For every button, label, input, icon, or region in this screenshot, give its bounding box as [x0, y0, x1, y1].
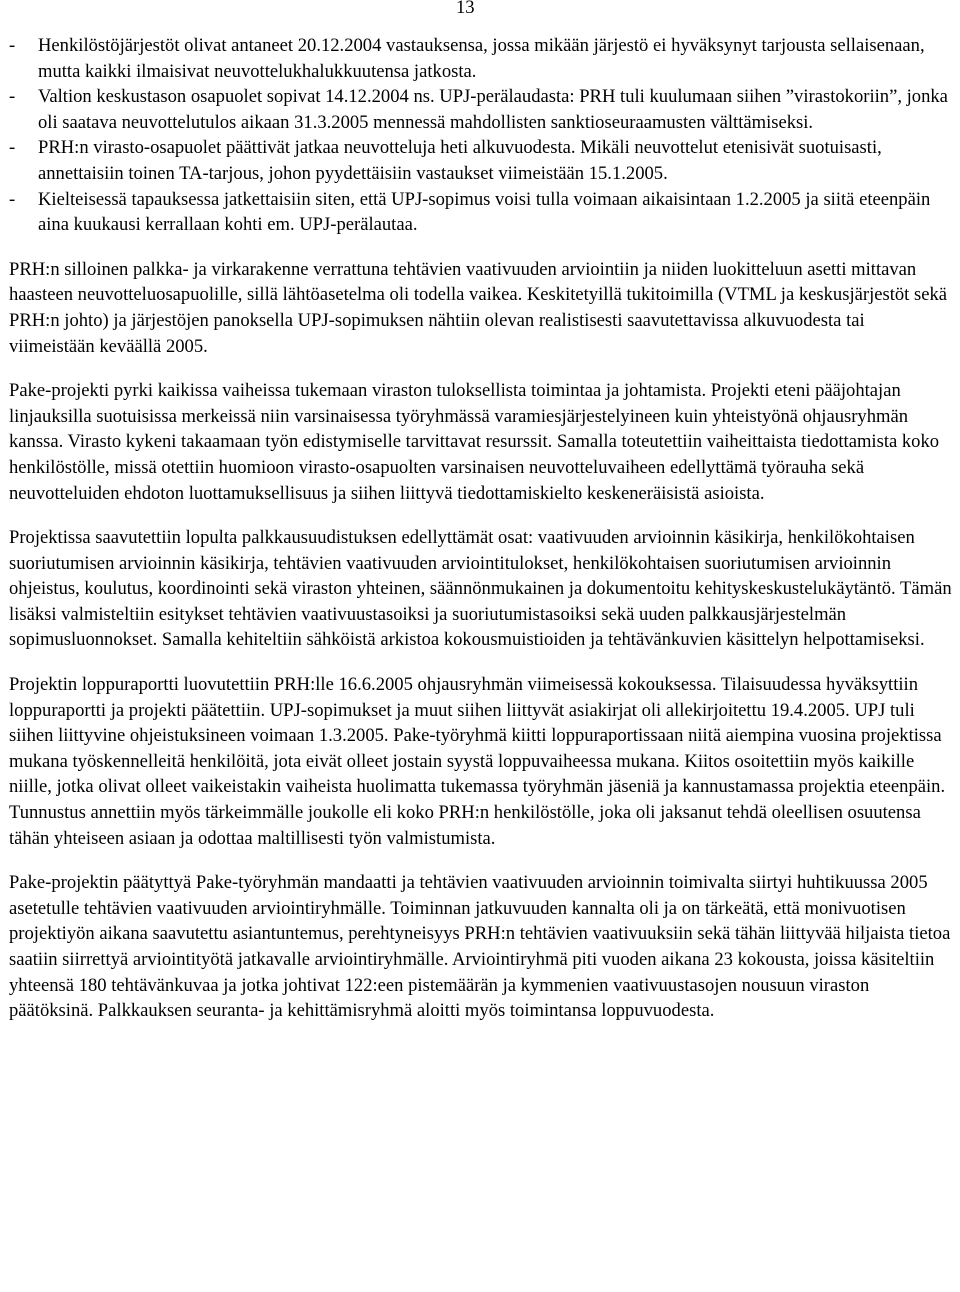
list-item	[9, 84, 955, 135]
bullet-dash: -	[9, 137, 16, 159]
paragraph: Pake-projektin päätyttyä Pake-työryhmän mandaatti ja tehtävien vaativuuden arvioinnin toimivalta siirtyi huhtikuussa 2005 asetetulle tehtävien vaativuuden arviointiryhmälle. Toiminnan jatkuvuuden kannalta oli ja on tärkeätä, että monivuotisen projektiyön aikana saavutettu asiantuntemus, perehtyneisyys PRH:n tehtävien vaativuuksiin sekä tähän liittyvää hiljaista tietoa saatiin siirrettyä arviointityötä jatkavalle arviointiryhmälle. Arviointiryhmä piti vuoden aikana 23 kokousta, joissa käsiteltiin yhteensä 180 tehtävänkuvaa ja jotka johtivat 122:een pistemäärän ja kymmenien vaativuustasojen nousuun viraston päätöksinä. Palkkauksen seuranta- ja kehittämisryhmä aloitti myös toimintansa loppuvuodesta.	[9, 872, 951, 1022]
list-item	[9, 135, 955, 186]
document-body	[9, 33, 955, 1024]
paragraph: PRH:n silloinen palkka- ja virkarakenne verrattuna tehtävien vaativuuden arviointiin ja niiden luokitteluun asetti mittavan haasteen neuvotteluosapuolille, sillä lähtöasetelma oli todella vaikea. Keskitetyillä tukitoimilla (VTML ja keskusjärjestöt sekä PRH:n johto) ja järjestöjen panoksella UPJ-sopimuksen nähtiin olevan realistisesti saavutettavissa alkuvuodesta tai viimeistään keväällä 2005.	[9, 258, 948, 357]
bullet-dash: -	[9, 188, 16, 210]
bullet-list	[9, 33, 955, 238]
page-number: 13	[456, 0, 475, 18]
list-item-text: Henkilöstöjärjestöt olivat antaneet 20.12.2004 vastauksensa, jossa mikään järjestö ei hyväksynyt tarjousta sellaisenaan, mutta kaikki ilmaisivat neuvottelukhalukkuutensa jatkosta.	[38, 35, 925, 82]
bullet-dash: -	[9, 35, 16, 56]
bullet-dash: -	[9, 86, 16, 108]
paragraph: Projektin loppuraportti luovutettiin PRH:lle 16.6.2005 ohjausryhmän viimeisessä kokouksessa. Tilaisuudessa hyväksyttiin loppuraportti ja projekti päätettiin. UPJ-sopimukset ja muut siihen liittyvät asiakirjat oli allekirjoitettu 19.4.2005. UPJ tuli siihen liittyvine ohjeistuksineen voimaan 1.3.2005. Pake-työryhmä kiitti loppuraportissaan niitä aiempina vuosina projektissa mukana työskennelleitä henkilöitä, jota eivät olleet jostain syystä loppuvaiheessa mukana. Kiitos osoitettiin myös kaikille niille, jotka olivat olleet vaikeistakin vaiheista huolimatta tukemassa työryhmän jäseniä ja kannustamassa projektia eteenpäin. Tunnustus annettiin myös tärkeimmälle joukolle eli koko PRH:n henkilöstölle, joka oli jaksanut tehdä oleellisen osuutensa tähän yhteiseen asiaan ja odottaa maltillisesti työn valmistumista.	[9, 674, 946, 849]
list-item-text: Kielteisessä tapauksessa jatkettaisiin siten, että UPJ-sopimus voisi tulla voimaan aikaisintaan 1.2.2005 ja siitä eteenpäin aina kuukausi kerrallaan kohti em. UPJ-perälautaa.	[38, 188, 931, 236]
list-item	[9, 187, 955, 238]
list-item	[9, 33, 955, 84]
paragraph: Projektissa saavutettiin lopulta palkkausuudistuksen edellyttämät osat: vaativuuden arvioinnin käsikirja, henkilökohtaisen suoriutumisen arvioinnin käsikirja, tehtävien vaativuuden arviointitulokset, henkilökohtaisen suoriutumisen arvioinnin ohjeistus, koulutus, koordinointi sekä viraston yhteinen, säännönmukainen ja dokumentoitu kehityskeskustelukäytäntö. Tämän lisäksi valmisteltiin esitykset tehtävien vaativuustasoiksi ja suoriutumistasoiksi sekä uuden palkkausjärjestelmän sopimusluonnokset. Samalla kehiteltiin sähköistä arkistoa kokousmuistioiden ja tehtävänkuvien käsittelyn helpottamiseksi.	[9, 527, 952, 651]
list-item-text: Valtion keskustason osapuolet sopivat 14.12.2004 ns. UPJ-perälaudasta: PRH tuli kuulumaan siihen ”virastokoriin”, jonka oli saatava neuvottelutulos aikaan 31.3.2005 mennessä mahdollisten sanktioseuraamusten välttämiseksi.	[38, 86, 948, 133]
list-item-text: PRH:n virasto-osapuolet päättivät jatkaa neuvotteluja heti alkuvuodesta. Mikäli neuvottelut etenisivät suotuisasti, annettaisiin toinen TA-tarjous, johon pyydettäisiin vastaukset viimeistään 15.1.2005.	[38, 137, 882, 184]
paragraph: Pake-projekti pyrki kaikissa vaiheissa tukemaan viraston tuloksellista toimintaa ja johtamista. Projekti eteni pääjohtajan linjauksilla suotuisissa merkeissä niin varsinaisessa työryhmässä varamiesjärjestelyineen kuin yhteistyönä ohjausryhmän kanssa. Virasto kykeni takaamaan työn edistymiselle tarvittavat resurssit. Samalla toteutettiin vaiheittaista tiedottamista koko henkilöstölle, missä otettiin huomioon virasto-osapuolten varsinaisen neuvotteluvaiheen edellyttämä työrauha sekä neuvotteluiden ehdoton luottamuksellisuus ja siihen liittyvä tiedottamiskielto keskeneräisistä asioista.	[9, 380, 940, 504]
